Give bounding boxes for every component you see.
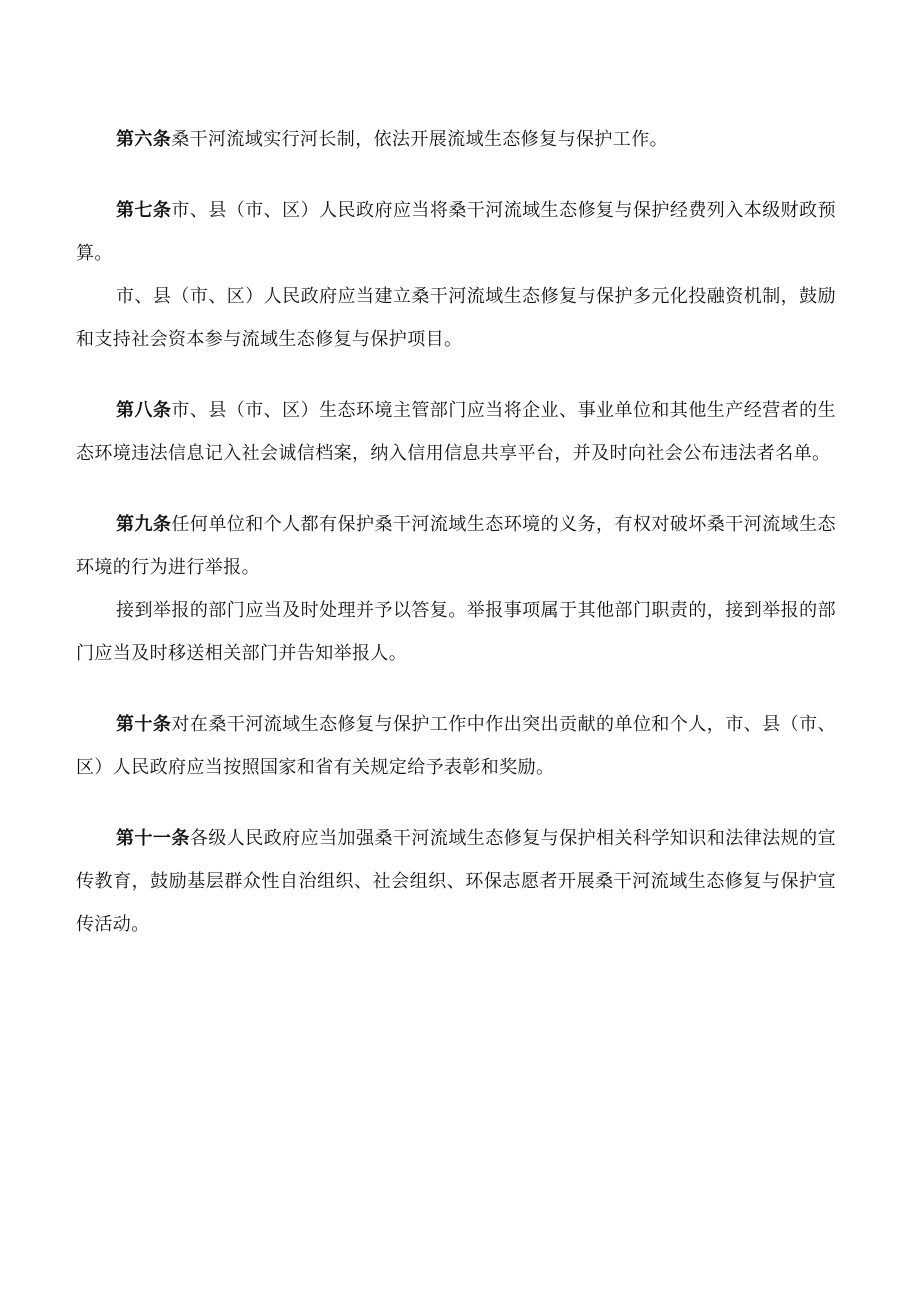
article-text: 市、县（市、区）人民政府应当将桑干河流域生态修复与保护经费列入本级财政预算。: [76, 200, 836, 264]
article-6: [76, 118, 836, 161]
article-text: 任何单位和个人都有保护桑干河流域生态环境的义务，有权对破坏桑干河流域生态环境的行为进行举报。: [76, 514, 836, 578]
article-text: 接到举报的部门应当及时处理并予以答复。举报事项属于其他部门职责的，接到举报的部门应当及时移送相关部门并告知举报人。: [76, 600, 836, 664]
article-label: 第七条: [116, 200, 172, 221]
article-paragraph: [76, 389, 836, 475]
article-paragraph: [76, 189, 836, 275]
article-paragraph: [76, 817, 836, 946]
article-paragraph: [76, 703, 836, 789]
article-label: 第十条: [116, 714, 172, 735]
article-text: 对在桑干河流域生态修复与保护工作中作出突出贡献的单位和个人，市、县（市、区）人民政府应当按照国家和省有关规定给予表彰和奖励。: [76, 714, 836, 778]
article-paragraph: [76, 275, 836, 361]
article-paragraph: [76, 503, 836, 589]
article-label: 第九条: [116, 514, 172, 535]
article-text: 各级人民政府应当加强桑干河流域生态修复与保护相关科学知识和法律法规的宣传教育，鼓励基层群众性自治组织、社会组织、环保志愿者开展桑干河流域生态修复与保护宣传活动。: [76, 828, 836, 935]
article-10: [76, 703, 836, 789]
article-11: [76, 817, 836, 946]
article-paragraph: [76, 589, 836, 675]
article-label: 第六条: [116, 129, 172, 150]
article-text: 市、县（市、区）人民政府应当建立桑干河流域生态修复与保护多元化投融资机制，鼓励和支持社会资本参与流域生态修复与保护项目。: [76, 286, 836, 350]
article-label: 第八条: [116, 400, 172, 421]
article-8: [76, 389, 836, 475]
document-body: [76, 118, 836, 974]
article-paragraph: [76, 118, 836, 161]
article-text: 市、县（市、区）生态环境主管部门应当将企业、事业单位和其他生产经营者的生态环境违法信息记入社会诚信档案，纳入信用信息共享平台，并及时向社会公布违法者名单。: [76, 400, 836, 464]
article-label: 第十一条: [116, 828, 190, 849]
article-9: [76, 503, 836, 675]
article-7: [76, 189, 836, 361]
article-text: 桑干河流域实行河长制，依法开展流域生态修复与保护工作。: [171, 129, 669, 150]
